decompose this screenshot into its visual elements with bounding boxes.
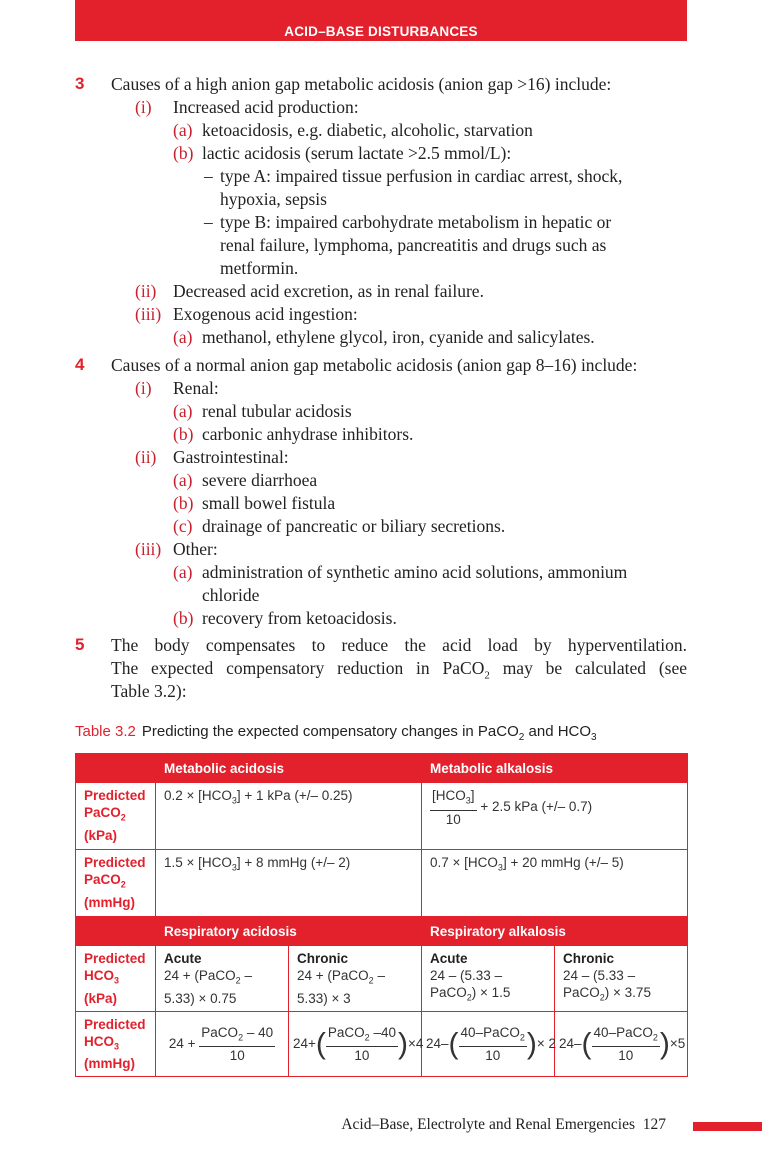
row-label-paco2-mmhg: Predicted PaCO$_2$ (mmHg): [76, 850, 156, 917]
item-number-4: 4: [75, 355, 85, 374]
table-row: [76, 917, 688, 946]
cell-met-alk-mmhg: $0.7 \times [HCO_3] + 20$ mmHg (+/– 5): [422, 850, 688, 917]
cell-resp-alk-chronic-kpa: Chronic 24 – (5.33 – PaCO$_2$) × 3.75: [555, 946, 688, 1012]
type-b-line2: renal failure, lymphoma, pancreatitis and drugs such as: [220, 235, 607, 255]
s4-iii-text: Other:: [173, 539, 218, 559]
s4-ii-text: Gastrointestinal:: [173, 447, 289, 467]
header-respiratory-alkalosis: Respiratory alkalosis: [422, 917, 688, 946]
type-a-line1: type A: impaired tissue perfusion in cardiac arrest, shock,: [220, 166, 623, 186]
s3-iii-a-label: (a): [173, 327, 193, 347]
s4-intro: Causes of a normal anion gap metabolic acidosis (anion gap 8–16) include:: [111, 355, 638, 375]
s4-i-label: (i): [135, 378, 152, 398]
table-row: [76, 754, 688, 783]
item-number-3: 3: [75, 74, 85, 93]
s4-i-b-label: (b): [173, 424, 194, 444]
dash-bullet: –: [204, 212, 213, 232]
footer-accent-bar: [693, 1122, 762, 1131]
cell-resp-acid-acute-kpa: Acute 24 + (PaCO$_2$ – 5.33) × 0.75: [156, 946, 289, 1012]
page-number: 127: [642, 1116, 666, 1133]
s3-i-label: (i): [135, 97, 152, 117]
footer-title: Acid–Base, Electrolyte and Renal Emergencies: [341, 1116, 635, 1133]
s3-iii-a-text: methanol, ethylene glycol, iron, cyanide and salicylates.: [202, 327, 595, 347]
s3-i-b-text: lactic acidosis (serum lactate >2.5 mmol/L):: [202, 143, 512, 163]
s3-intro: Causes of a high anion gap metabolic acidosis (anion gap >16) include:: [111, 74, 612, 94]
header-title: ACID–BASE DISTURBANCES: [284, 24, 478, 39]
s5-line3: Table 3.2):: [111, 681, 187, 701]
table-row: [76, 783, 688, 850]
s4-iii-a-label: (a): [173, 562, 193, 582]
cell-resp-alk-acute-mmhg: 24–( $\frac{40-PaCO_2}{10}$ )× 2: [422, 1011, 555, 1077]
s4-i-a-label: (a): [173, 401, 193, 421]
s3-i-text: Increased acid production:: [173, 97, 359, 117]
s4-iii-b-label: (b): [173, 608, 194, 628]
header-metabolic-alkalosis: Metabolic alkalosis: [422, 754, 688, 783]
cell-met-acid-mmhg: $1.5 \times [HCO_3] + 8$ mmHg (+/– 2): [156, 850, 422, 917]
s3-i-b-label: (b): [173, 143, 194, 163]
cell-resp-acid-acute-mmhg: 24 + $\frac{PaCO_2 - 40}{10}$: [156, 1011, 289, 1077]
s4-ii-b-label: (b): [173, 493, 194, 513]
s4-iii-b-text: recovery from ketoacidosis.: [202, 608, 397, 628]
cell-met-alk-kpa: $\frac{[HCO_3]}{10}$ + 2.5 kPa (+/– 0.7): [422, 783, 688, 850]
s3-iii-text: Exogenous acid ingestion:: [173, 304, 358, 324]
table-caption: Table 3.2 Predicting the expected compensatory changes in PaCO$_2$ and $HCO_3$: [75, 723, 597, 743]
s4-ii-c-label: (c): [173, 516, 193, 536]
s3-ii-text: Decreased acid excretion, as in renal failure.: [173, 281, 484, 301]
page-footer: [341, 1116, 666, 1134]
cell-resp-alk-chronic-mmhg: 24–( $\frac{40-PaCO_2}{10}$ )×5: [555, 1011, 688, 1077]
item-number-5: 5: [75, 635, 85, 654]
row-label-paco2-kpa: Predicted PaCO$_2$ (kPa): [76, 783, 156, 850]
header-respiratory-acidosis: Respiratory acidosis: [156, 917, 422, 946]
s4-i-a-text: renal tubular acidosis: [202, 401, 352, 421]
table-row: [76, 850, 688, 917]
s4-iii-a-text-1: administration of synthetic amino acid solutions, ammonium: [202, 562, 628, 582]
table-row: [76, 1011, 688, 1077]
type-b-line3: metformin.: [220, 258, 299, 278]
running-header: [75, 0, 687, 41]
s4-ii-c-text: drainage of pancreatic or biliary secretions.: [202, 516, 506, 536]
cell-met-acid-kpa: $0.2 \times [HCO_3] + 1$ kPa (+/– 0.25): [156, 783, 422, 850]
s4-ii-a-label: (a): [173, 470, 193, 490]
header-metabolic-acidosis: Metabolic acidosis: [156, 754, 422, 783]
s3-i-a-text: ketoacidosis, e.g. diabetic, alcoholic, starvation: [202, 120, 533, 140]
row-label-hco3-mmhg: Predicted $HCO_3$ (mmHg): [76, 1011, 156, 1077]
s4-ii-a-text: severe diarrhoea: [202, 470, 318, 490]
s4-iii-a-text-2: chloride: [202, 585, 260, 605]
header-blank: [76, 754, 156, 783]
type-a-line2: hypoxia, sepsis: [220, 189, 327, 209]
dash-bullet: –: [204, 166, 213, 186]
cell-resp-acid-chronic-mmhg: 24+( $\frac{PaCO_2 -40}{10}$ )×4: [289, 1011, 422, 1077]
compensation-table: [75, 753, 688, 1077]
row-label-hco3-kpa: Predicted $HCO_3$ (kPa): [76, 946, 156, 1012]
s4-i-text: Renal:: [173, 378, 219, 398]
s3-iii-label: (iii): [135, 304, 162, 324]
s4-i-b-text: carbonic anhydrase inhibitors.: [202, 424, 414, 444]
header-blank: [76, 917, 156, 946]
s4-ii-label: (ii): [135, 447, 157, 467]
type-b-line1: type B: impaired carbohydrate metabolism in hepatic or: [220, 212, 612, 232]
s5-line1: The body compensates to reduce the acid load by hyperventilation.: [111, 635, 687, 655]
s4-iii-label: (iii): [135, 539, 162, 559]
s4-ii-b-text: small bowel fistula: [202, 493, 336, 513]
table-row: [76, 946, 688, 1012]
cell-resp-alk-acute-kpa: Acute 24 – (5.33 – PaCO$_2$) × 1.5: [422, 946, 555, 1012]
s3-i-a-label: (a): [173, 120, 193, 140]
s3-ii-label: (ii): [135, 281, 157, 301]
s5-line2: The expected compensatory reduction in PaCO$_2$ may be calculated (see: [111, 658, 688, 682]
cell-resp-acid-chronic-kpa: Chronic 24 + (PaCO$_2$ – 5.33) × 3: [289, 946, 422, 1012]
